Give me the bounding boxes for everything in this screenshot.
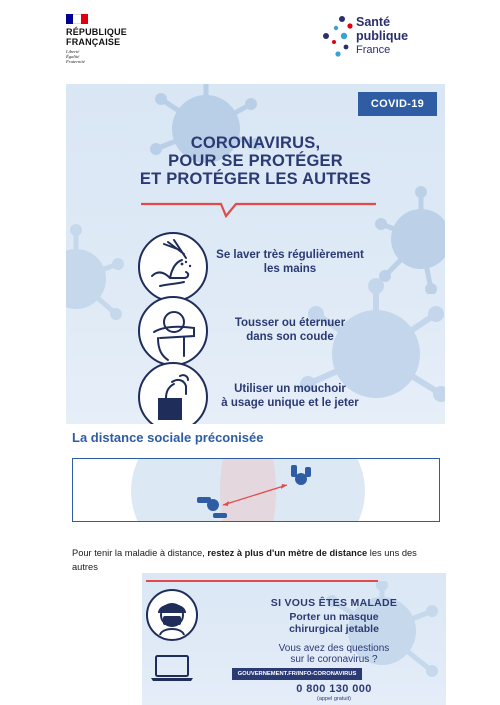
republique-label: RÉPUBLIQUE xyxy=(66,27,128,37)
title-line-2: POUR SE PROTÉGER xyxy=(168,152,343,170)
gesture-1-line-1: Se laver très régulièrement xyxy=(216,249,364,261)
paragraph-bold: restez à plus d'un mètre de distance xyxy=(207,548,368,558)
title-line-3: ET PROTÉGER LES AUTRES xyxy=(139,170,372,188)
sante-publique-dots-icon xyxy=(322,14,354,60)
virus-background-icon xyxy=(66,224,126,334)
distance-paragraph xyxy=(72,546,444,574)
questions-text xyxy=(226,643,442,665)
gesture-2-line-1: Tousser ou éternuer xyxy=(234,317,346,329)
title-line-1: CORONAVIRUS, xyxy=(190,134,321,152)
sante-publique-france-logo xyxy=(322,12,432,62)
french-flag-icon xyxy=(66,14,88,24)
covid-poster xyxy=(66,84,445,424)
mask-line-2: chirurgical jetable xyxy=(289,623,379,635)
motto-fraternite: Fraternité xyxy=(66,59,85,65)
hand-washing-circle xyxy=(138,232,208,302)
publique-label: publique xyxy=(356,29,409,43)
question-line-1: Vous avez des questions xyxy=(278,643,390,654)
sante-label: Santé xyxy=(356,15,391,29)
speech-bubble-divider xyxy=(66,84,445,224)
motto-liberte: Liberté xyxy=(66,49,80,54)
cough-elbow-circle xyxy=(138,296,208,366)
gesture-text-1 xyxy=(214,248,366,276)
covid-badge: COVID-19 xyxy=(358,92,437,116)
mask-line-1: Porter un masque xyxy=(289,611,379,623)
gesture-3-line-1: Utiliser un mouchoir xyxy=(234,383,346,395)
info-url-link[interactable]: GOUVERNEMENT.FR/INFO-CORONAVIRUS xyxy=(232,668,362,680)
gesture-1-line-2: les mains xyxy=(263,263,317,275)
republique-francaise-logo xyxy=(66,14,156,65)
gesture-text-2 xyxy=(214,316,366,344)
masked-person-circle xyxy=(146,589,198,641)
gesture-3-line-2: à usage unique et le jeter xyxy=(221,397,359,409)
tissue-box-icon xyxy=(140,364,206,424)
phone-note: (appel gratuit) xyxy=(317,696,351,702)
face-mask-icon xyxy=(148,591,196,639)
francaise-label: FRANÇAISE xyxy=(66,37,121,47)
mask-instruction xyxy=(226,611,442,635)
question-line-2: sur le coronavirus ? xyxy=(290,654,378,665)
social-distance-icon xyxy=(73,459,439,521)
gesture-2-line-2: dans son coude xyxy=(246,331,334,343)
distance-illustration xyxy=(72,458,440,522)
paragraph-text-1: Pour tenir la maladie à distance, xyxy=(72,548,208,558)
motto xyxy=(66,49,156,65)
gesture-text-3 xyxy=(214,382,366,410)
france-label: France xyxy=(356,44,391,56)
motto-egalite: Égalité xyxy=(66,54,80,60)
distance-heading: La distance sociale préconisée xyxy=(72,430,264,445)
sick-title: SI VOUS ÊTES MALADE xyxy=(270,597,398,609)
phone-number: 0 800 130 000 xyxy=(296,683,372,695)
laptop-icon xyxy=(150,654,194,682)
tissue-circle xyxy=(138,362,208,424)
hand-washing-icon xyxy=(140,234,206,300)
red-divider xyxy=(146,580,378,582)
paragraph-text-2: les uns des autres xyxy=(72,548,417,572)
cough-elbow-icon xyxy=(140,298,206,364)
